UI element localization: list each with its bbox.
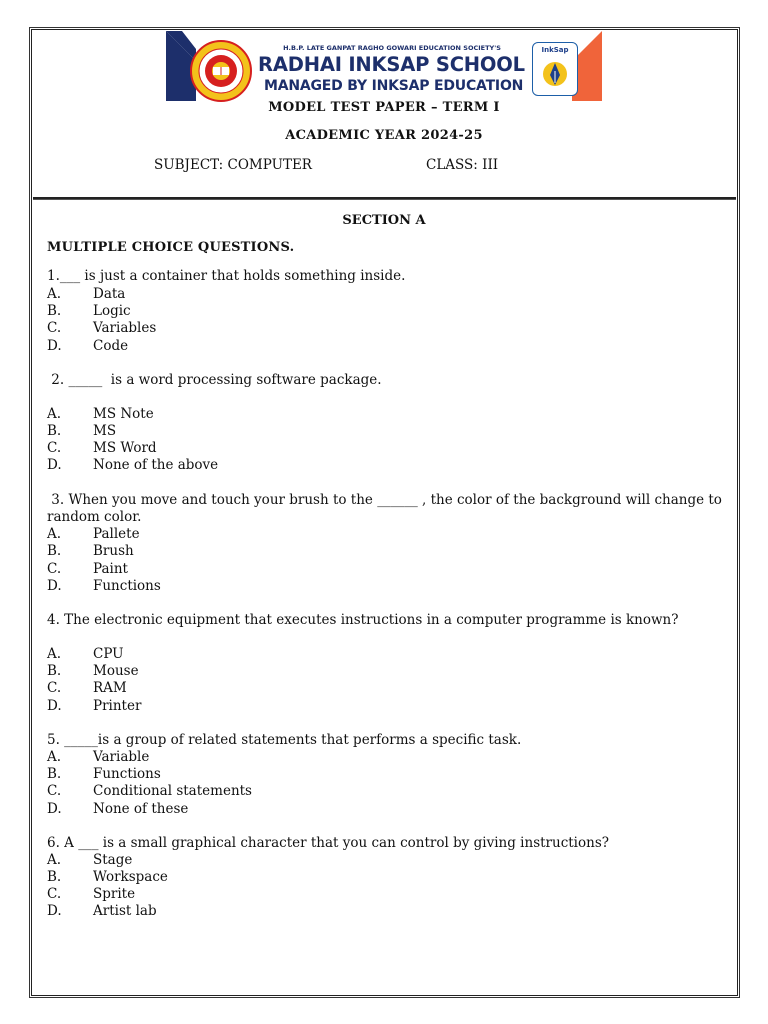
option-1a: A. Data	[47, 286, 126, 302]
pen-nib-icon	[541, 57, 569, 91]
option-1c: C. Variables	[47, 320, 157, 336]
option-4b: B. Mouse	[47, 663, 139, 679]
option-4d: D. Printer	[47, 698, 142, 714]
section-title: SECTION A	[342, 213, 426, 228]
option-3b: B. Brush	[47, 543, 134, 559]
section-heading: MULTIPLE CHOICE QUESTIONS.	[47, 240, 295, 255]
question-4: 4. The electronic equipment that executes instructions in a computer programme is known?	[47, 612, 679, 628]
header-divider	[33, 197, 736, 200]
inksap-logo-text: InkSap	[541, 46, 569, 54]
option-1d: D. Code	[47, 338, 129, 354]
option-3a: A. Pallete	[47, 526, 140, 542]
option-3d: D. Functions	[47, 578, 161, 594]
option-5c: C. Conditional statements	[47, 783, 252, 799]
option-2d: D. None of the above	[47, 457, 219, 473]
question-1: 1.___ is just a container that holds something inside.	[47, 268, 406, 284]
question-3: 3. When you move and touch your brush to the ______ , the color of the background will change to random color.	[47, 492, 727, 525]
question-6: 6. A ___ is a small graphical character that you can control by giving instructions?	[47, 835, 609, 851]
option-5a: A. Variable	[47, 749, 150, 765]
question-5: 5. _____is a group of related statements that performs a specific task.	[47, 732, 522, 748]
option-2c: C. MS Word	[47, 440, 157, 456]
inksap-logo	[532, 42, 578, 96]
society-name: H.B.P. LATE GANPAT RAGHO GOWARI EDUCATION SOCIETY'S	[283, 44, 501, 52]
option-5b: B. Functions	[47, 766, 161, 782]
option-6a: A. Stage	[47, 852, 133, 868]
option-6b: B. Workspace	[47, 869, 168, 885]
option-2a: A. MS Note	[47, 406, 154, 422]
school-name: RADHAI INKSAP SCHOOL	[258, 53, 525, 76]
class-label: CLASS: III	[426, 157, 499, 173]
managed-by-text: MANAGED BY INKSAP EDUCATION	[264, 78, 524, 94]
option-2b: B. MS	[47, 423, 117, 439]
option-6d: D. Artist lab	[47, 903, 157, 919]
option-3c: C. Paint	[47, 561, 128, 577]
paper-title: MODEL TEST PAPER – TERM I	[268, 100, 500, 115]
option-6c: C. Sprite	[47, 886, 136, 902]
subject-label: SUBJECT: COMPUTER	[154, 157, 312, 173]
academic-year: ACADEMIC YEAR 2024-25	[285, 128, 483, 143]
option-5d: D. None of these	[47, 801, 189, 817]
school-crest-logo	[190, 40, 252, 102]
option-1b: B. Logic	[47, 303, 131, 319]
option-4c: C. RAM	[47, 680, 127, 696]
question-2: 2. _____ is a word processing software package.	[47, 372, 382, 388]
option-4a: A. CPU	[47, 646, 124, 662]
